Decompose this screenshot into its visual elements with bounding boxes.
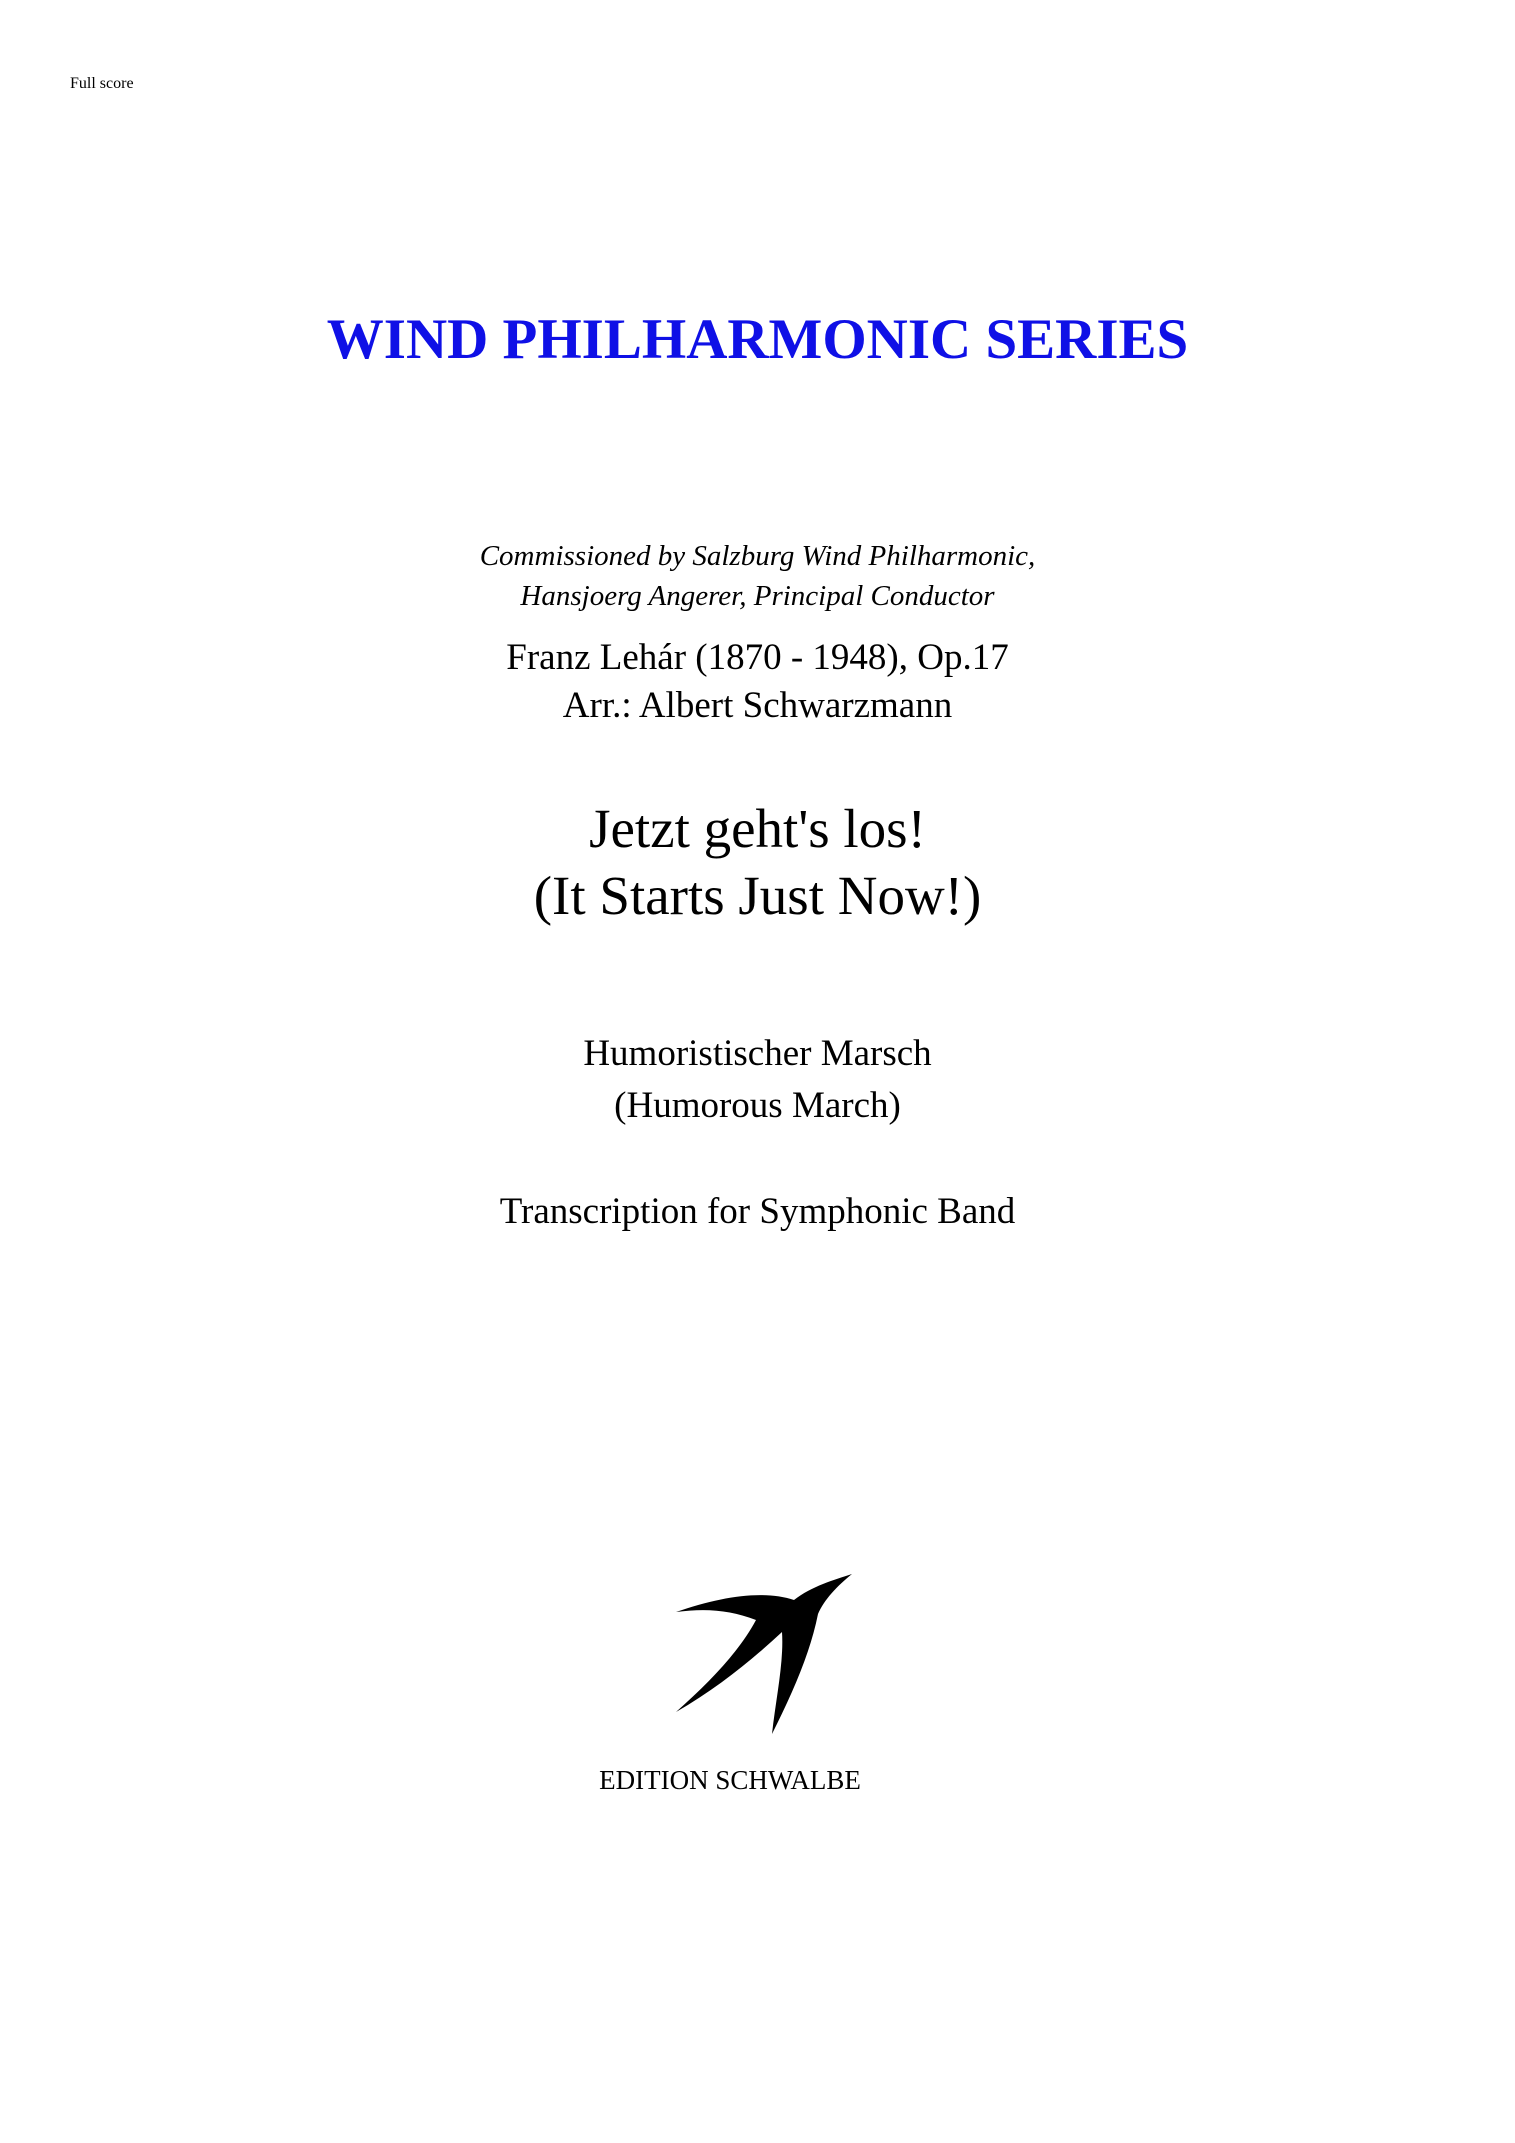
publisher-name: EDITION SCHWALBE [599, 1765, 861, 1795]
commission-line-1: Commissioned by Salzburg Wind Philharmonic, [479, 540, 1036, 572]
work-title [0, 795, 1515, 929]
commission-line-2: Hansjoerg Angerer, Principal Conductor [520, 580, 995, 612]
series-title: WIND PHILHARMONIC SERIES [326, 308, 1189, 371]
work-title-original: Jetzt geht's los! [589, 798, 926, 859]
composer-line: Franz Lehár (1870 - 1948), Op.17 [506, 637, 1009, 678]
work-subtitle [0, 1028, 1515, 1132]
subtitle-line-2: (Humorous March) [614, 1085, 901, 1126]
score-type-label: Full score [70, 75, 134, 92]
commission-credit [0, 536, 1515, 616]
subtitle-line-1: Humoristischer Marsch [583, 1033, 932, 1074]
arranger-line: Arr.: Albert Schwarzmann [562, 685, 953, 726]
composer-credit [0, 634, 1515, 730]
swallow-icon [672, 1574, 862, 1739]
work-title-translation: (It Starts Just Now!) [533, 865, 982, 926]
transcription-note: Transcription for Symphonic Band [499, 1191, 1016, 1232]
